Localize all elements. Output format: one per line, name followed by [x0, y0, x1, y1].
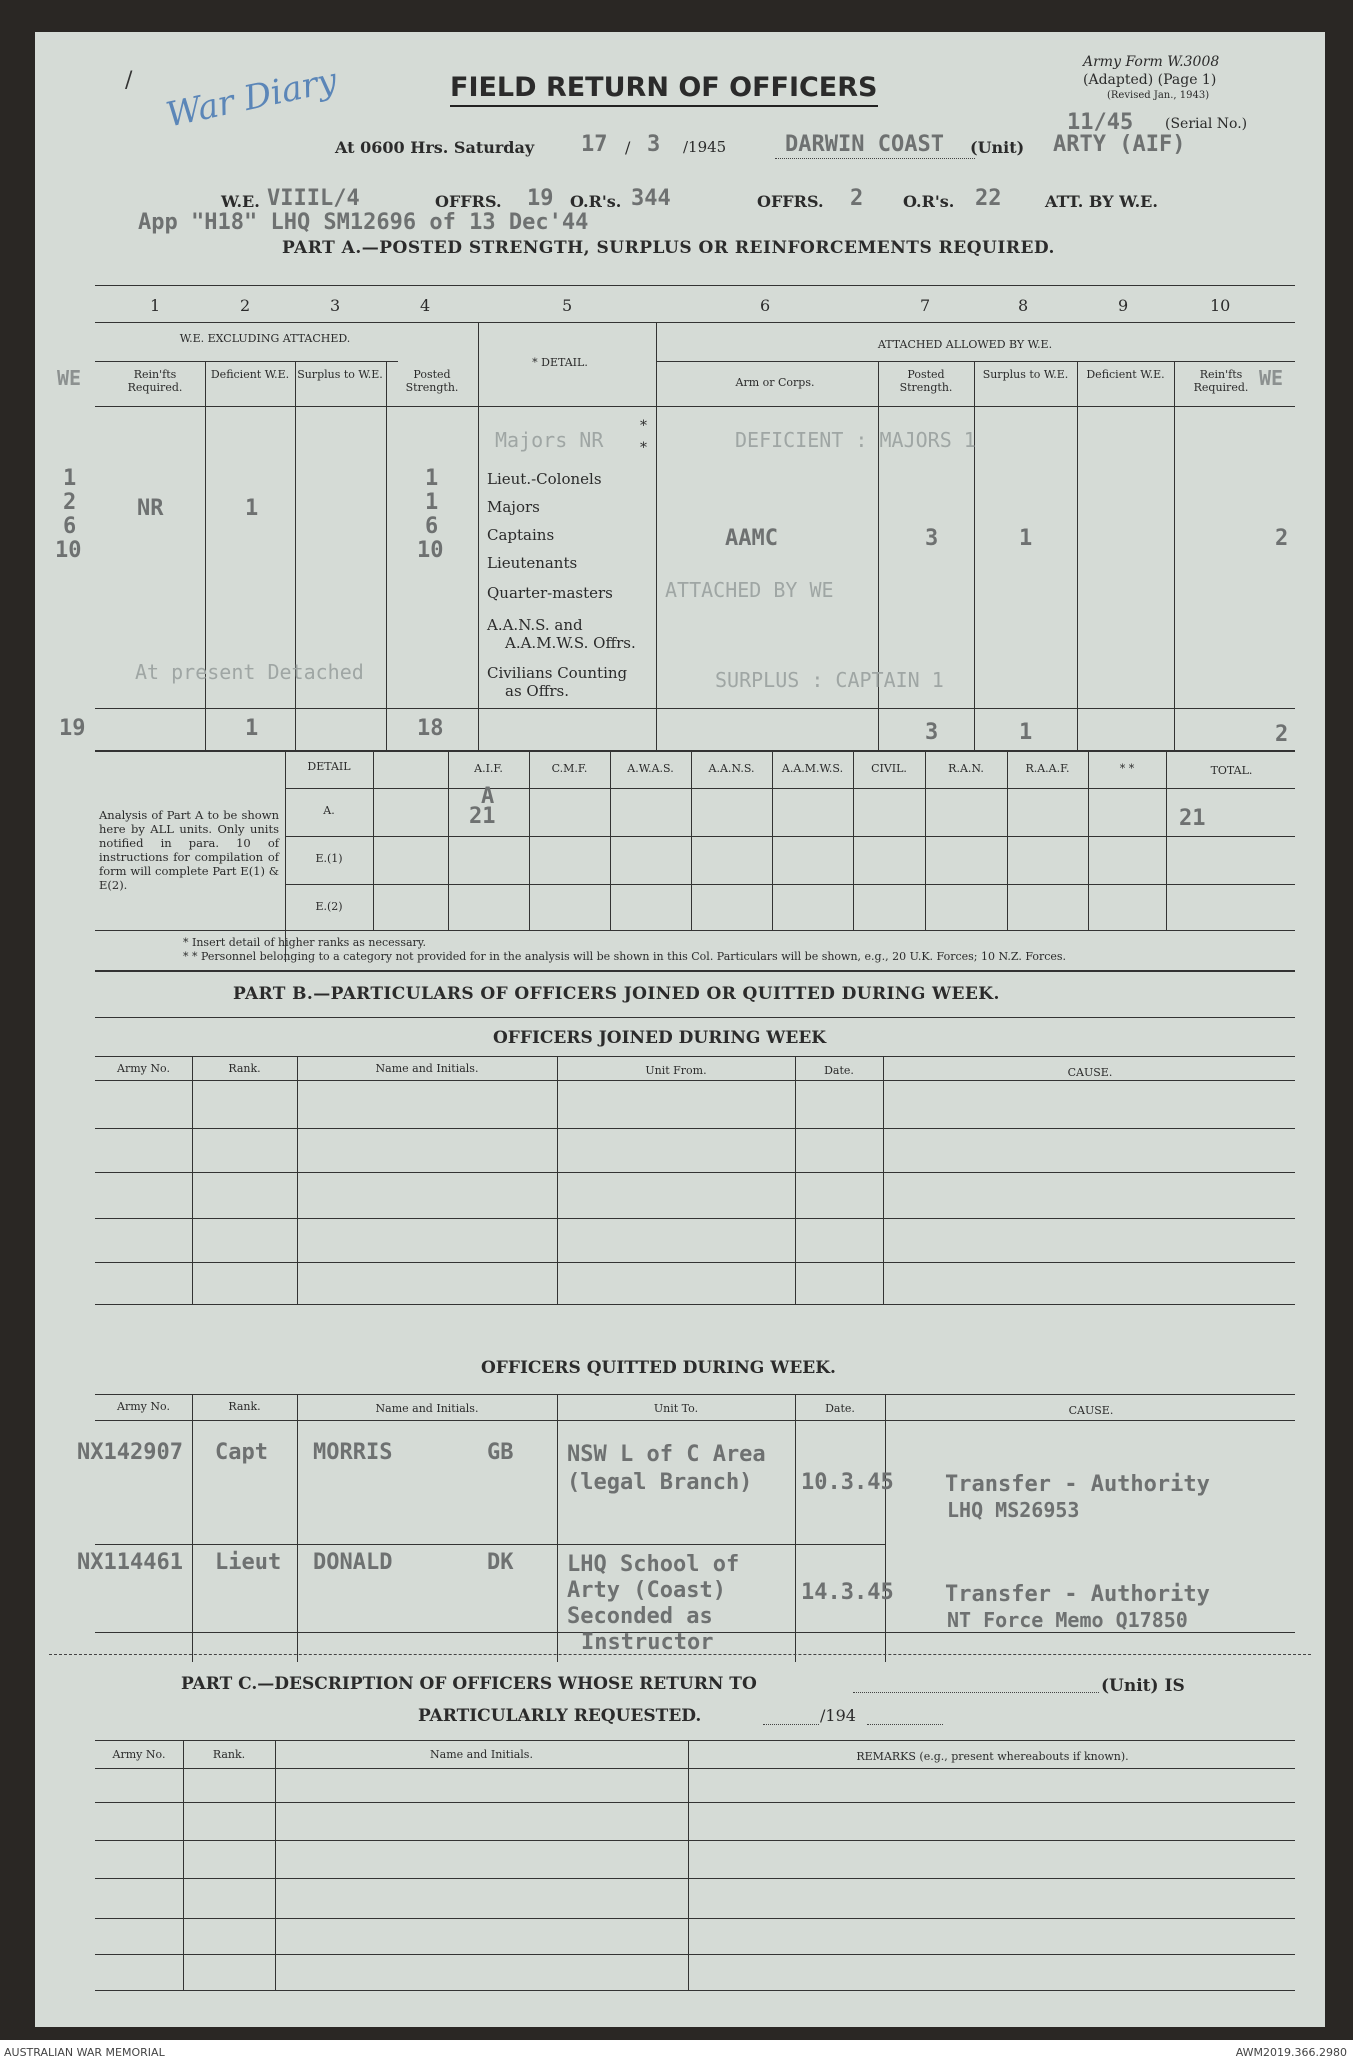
offrs2-value: 2: [850, 186, 864, 211]
attached-posted: 3: [925, 526, 939, 551]
we-value-capt: 6: [63, 514, 77, 539]
col-rule: [373, 750, 374, 930]
rule: [95, 1017, 1295, 1018]
ors-label: O.R's.: [570, 192, 622, 211]
col-rule: [925, 750, 926, 930]
total-a-value: 21: [1179, 806, 1206, 831]
col-number: 5: [562, 296, 573, 315]
surname: DONALD: [313, 1550, 393, 1575]
ghost-typing: DEFICIENT : MAJORS 1: [735, 428, 976, 452]
date-blank: [763, 1724, 819, 1725]
col-rule: [772, 750, 773, 930]
joined-head: CAUSE.: [1067, 1066, 1113, 1079]
part-c-line1: PART C.—DESCRIPTION OF OFFICERS WHOSE RETURN TO: [181, 1674, 757, 1694]
col-rule: [183, 1740, 184, 1990]
col-rule: [205, 361, 206, 750]
head-arm-corps: Arm or Corps.: [735, 376, 815, 389]
col-number: 9: [1118, 296, 1129, 315]
group-header-left: W.E. EXCLUDING ATTACHED.: [179, 332, 351, 345]
unit-to: LHQ School of: [567, 1552, 740, 1577]
analysis-head: TOTAL.: [1210, 764, 1253, 777]
col-number: 2: [240, 296, 251, 315]
army-number: NX114461: [77, 1550, 183, 1575]
rule: [95, 1262, 1295, 1263]
col-rule: [1166, 750, 1167, 930]
rule: [95, 1172, 1295, 1173]
joined-head: Date.: [824, 1064, 854, 1077]
head-deficient-left: Deficient W.E.: [210, 368, 290, 381]
head-detail: * DETAIL.: [532, 356, 588, 369]
cause: NT Force Memo Q17850: [947, 1608, 1188, 1632]
col-rule: [795, 1056, 796, 1304]
archive-reference: AWM2019.366.2980: [1235, 2046, 1347, 2059]
army-number: NX142907: [77, 1440, 183, 1465]
we-stamp-left: WE: [57, 366, 82, 390]
total-attached-surplus: 1: [1019, 720, 1033, 745]
we-label: W.E.: [221, 192, 260, 211]
perforation-line: [49, 1654, 1311, 1655]
rank-label: A.A.N.S. and: [487, 616, 583, 634]
rank-label: Captains: [487, 526, 555, 544]
we-value-maj: 2: [63, 490, 77, 515]
rank-label: Quarter-masters: [487, 584, 613, 602]
rule: [95, 1218, 1295, 1219]
analysis-row-label: E.(1): [315, 852, 343, 865]
col-rule: [557, 1056, 558, 1304]
analysis-row-label: E.(2): [315, 900, 343, 913]
archive-footer: [0, 2044, 1353, 2061]
col-rule: [297, 1056, 298, 1304]
deficient-majors: 1: [245, 496, 259, 521]
at-hours-label: At 0600 Hrs. Saturday: [335, 138, 535, 157]
col-rule: [448, 750, 449, 930]
approval-line: App "H18" LHQ SM12696 of 13 Dec'44: [138, 210, 589, 235]
analysis-head: R.A.A.F.: [1025, 762, 1070, 775]
analysis-head: A.I.F.: [474, 762, 503, 775]
part-c-head: Army No.: [112, 1748, 166, 1761]
col-rule: [688, 1740, 689, 1990]
col-rule: [529, 750, 530, 930]
col-number: 3: [330, 296, 341, 315]
col-rule: [1077, 361, 1078, 750]
cause: LHQ MS26953: [947, 1498, 1080, 1522]
unit-to: Arty (Coast): [567, 1578, 726, 1603]
rule: [95, 1990, 1295, 1991]
quitted-head: Army No.: [117, 1400, 170, 1413]
col-rule: [192, 1394, 193, 1662]
rule: [95, 406, 1295, 407]
rule: [95, 1304, 1295, 1305]
we-value-ltcol: 1: [63, 466, 77, 491]
part-a-title: PART A.—POSTED STRENGTH, SURPLUS OR REINFORCEMENTS REQUIRED.: [282, 238, 1055, 258]
analysis-row-label: A.: [323, 804, 335, 817]
footnote: * * Personnel belonging to a category not provided for in the analysis will be shown in this Col. Particulars will be shown, e.g., 20 U.K. Forces; 10 N.Z. Forces.: [183, 950, 1067, 963]
ghost-typing: ATTACHED BY WE: [665, 578, 834, 602]
arm-corps-value: AAMC: [725, 526, 778, 551]
part-b-title: PART B.—PARTICULARS OF OFFICERS JOINED OR QUITTED DURING WEEK.: [233, 984, 1000, 1004]
part-c-head: REMARKS (e.g., present whereabouts if known).: [856, 1750, 1129, 1763]
group-header-right: ATTACHED ALLOWED BY W.E.: [877, 338, 1053, 351]
part-c-year: /194: [820, 1706, 856, 1725]
ghost-typing: At present Detached: [135, 660, 364, 684]
col-rule: [297, 1394, 298, 1662]
posted-capt: 6: [425, 514, 439, 539]
part-c-head: Rank.: [212, 1748, 246, 1761]
col-rule: [853, 750, 854, 930]
analysis-head: C.M.F.: [551, 762, 588, 775]
part-c-line2: PARTICULARLY REQUESTED.: [418, 1706, 702, 1726]
date-year: /1945: [683, 138, 727, 156]
att-label: ATT. BY W.E.: [1045, 192, 1158, 211]
rule: [285, 836, 1295, 837]
col-rule: [275, 1740, 276, 1990]
adapted-label: (Adapted) (Page 1): [1083, 72, 1217, 88]
col-number: 7: [920, 296, 931, 315]
rule: [95, 1080, 1295, 1081]
date-day: 17: [581, 132, 608, 157]
rule: [95, 285, 1295, 286]
initials: GB: [487, 1440, 514, 1465]
rule: [95, 1394, 1295, 1395]
total-posted: 18: [417, 716, 444, 741]
head-surplus-left: Surplus to W.E.: [297, 368, 383, 381]
rank-label: Lieutenants: [487, 554, 578, 572]
total-we: 19: [59, 716, 86, 741]
col-rule: [192, 1056, 193, 1304]
quitted-head: CAUSE.: [1068, 1404, 1114, 1417]
rule: [285, 884, 1295, 885]
col-rule: [883, 1056, 884, 1304]
rule: [285, 788, 1295, 789]
analysis-note: Analysis of Part A to be shown here by ALL units. Only units notified in para. 10 of instructions for compilation of form will complete Part E(1) & E(2).: [99, 808, 279, 892]
date: 14.3.45: [801, 1580, 894, 1605]
col-rule: [478, 322, 479, 750]
we-value-lt: 10: [55, 538, 82, 563]
col-number: 10: [1210, 296, 1231, 315]
quitted-head: Unit To.: [653, 1402, 699, 1415]
date-separator: /: [625, 138, 631, 157]
pen-mark: /: [125, 68, 133, 93]
ghost-typing: SURPLUS : CAPTAIN 1: [715, 668, 944, 692]
unit-dotted-line: [775, 158, 975, 159]
ghost-typing: Majors NR: [495, 428, 604, 452]
we-stamp-right: WE: [1259, 366, 1284, 390]
rule: [95, 361, 398, 362]
unit-suffix: ARTY (AIF): [1053, 132, 1186, 157]
analysis-head: A.A.N.S.: [708, 762, 755, 775]
serial-number: 11/45: [1067, 110, 1134, 135]
rule: [95, 1544, 885, 1545]
handwritten-annotation: War Diary: [162, 60, 341, 136]
aif-a-mark: A: [481, 784, 495, 809]
part-c-unit: (Unit) IS: [1101, 1676, 1185, 1696]
col-rule: [557, 1394, 558, 1662]
col-number: 4: [420, 296, 431, 315]
col-rule: [974, 361, 975, 750]
head-posted-right: Posted Strength.: [899, 368, 953, 394]
head-surplus-right: Surplus to W.E.: [982, 368, 1069, 381]
aif-a-value: 21: [469, 804, 496, 829]
year-blank: [867, 1724, 943, 1725]
rank-label: as Offrs.: [505, 682, 569, 700]
joined-title: OFFICERS JOINED DURING WEEK: [493, 1028, 827, 1048]
rule: [95, 1128, 1295, 1129]
unit-blank: [853, 1692, 1099, 1693]
army-form-label: Army Form W.3008: [1083, 54, 1220, 70]
analysis-head: A.A.M.W.S.: [781, 762, 844, 775]
col-number: 1: [150, 296, 161, 315]
posted-lt: 10: [417, 538, 444, 563]
offrs-value: 19: [527, 186, 554, 211]
unit-to: (legal Branch): [567, 1470, 753, 1495]
form-title: FIELD RETURN OF OFFICERS: [450, 72, 878, 107]
archive-name: AUSTRALIAN WAR MEMORIAL: [4, 2046, 165, 2059]
rule: [95, 1056, 1295, 1057]
reinfts-nr: NR: [137, 496, 164, 521]
cause: Transfer - Authority: [945, 1472, 1210, 1497]
head-deficient-right: Deficient W.E.: [1086, 368, 1165, 381]
unit-name: DARWIN COAST: [785, 132, 944, 157]
total-deficient: 1: [245, 716, 259, 741]
col-rule: [885, 1394, 886, 1662]
we-value: VIIIL/4: [267, 186, 360, 211]
col-number: 6: [760, 296, 771, 315]
total-attached-reinfts: 2: [1275, 722, 1289, 747]
rank: Capt: [215, 1440, 268, 1465]
quitted-head: Date.: [825, 1402, 855, 1415]
analysis-head: CIVIL.: [871, 762, 907, 775]
unit-label: (Unit): [970, 138, 1025, 157]
footnote: * Insert detail of higher ranks as necessary.: [183, 936, 427, 949]
attached-reinfts: 2: [1275, 526, 1289, 551]
rank-label: Civilians Counting: [487, 664, 628, 682]
rule: [95, 930, 1295, 931]
form-sheet: [35, 32, 1325, 2027]
head-posted-left: Posted Strength.: [405, 368, 459, 394]
posted-ltcol: 1: [425, 466, 439, 491]
rule: [95, 750, 1295, 752]
head-reinfts-left: Rein'fts Required.: [127, 368, 183, 394]
col-rule: [795, 1394, 796, 1662]
unit-to: Instructor: [581, 1630, 714, 1655]
revised-label: (Revised Jan., 1943): [1107, 90, 1210, 101]
date-month: 3: [647, 132, 661, 157]
col-rule: [386, 361, 387, 750]
col-rule: [610, 750, 611, 930]
rank-label: Majors: [487, 498, 540, 516]
rule: [657, 361, 1295, 362]
rank-label: A.A.M.W.S. Offrs.: [505, 634, 636, 652]
col-number: 8: [1018, 296, 1029, 315]
rule: [95, 708, 1295, 709]
quitted-head: Rank.: [228, 1400, 261, 1413]
cause: Transfer - Authority: [945, 1582, 1210, 1607]
col-rule: [1007, 750, 1008, 930]
col-rule: [656, 322, 657, 750]
total-attached-posted: 3: [925, 720, 939, 745]
offrs-label: OFFRS.: [435, 192, 502, 211]
rule: [95, 1420, 1295, 1421]
date: 10.3.45: [801, 1470, 894, 1495]
rule: [95, 970, 1295, 972]
ors2-label: O.R's.: [903, 192, 955, 211]
attached-surplus: 1: [1019, 526, 1033, 551]
ors-value: 344: [631, 186, 671, 211]
star-mark: *: [640, 440, 647, 456]
joined-head: Rank.: [228, 1062, 261, 1075]
col-rule: [1174, 361, 1175, 750]
joined-head: Army No.: [117, 1062, 170, 1075]
rule: [95, 322, 1295, 323]
col-rule: [1088, 750, 1089, 930]
analysis-head: A.W.A.S.: [627, 762, 674, 775]
serial-label: (Serial No.): [1165, 116, 1248, 132]
ors2-value: 22: [975, 186, 1002, 211]
initials: DK: [487, 1550, 514, 1575]
posted-maj: 1: [425, 490, 439, 515]
quitted-head: Name and Initials.: [375, 1402, 479, 1415]
analysis-head: * *: [1119, 762, 1135, 775]
unit-to: Seconded as: [567, 1604, 713, 1629]
analysis-head: R.A.N.: [948, 762, 984, 775]
col-rule: [691, 750, 692, 930]
surname: MORRIS: [313, 1440, 393, 1465]
rank: Lieut: [215, 1550, 282, 1575]
star-mark: *: [640, 418, 647, 434]
offrs2-label: OFFRS.: [757, 192, 824, 211]
unit-to: NSW L of C Area: [567, 1442, 766, 1467]
joined-head: Name and Initials.: [375, 1062, 479, 1075]
part-c-head: Name and Initials.: [430, 1748, 533, 1761]
rank-label: Lieut.-Colonels: [487, 470, 602, 488]
analysis-head: DETAIL: [307, 760, 351, 773]
quitted-title: OFFICERS QUITTED DURING WEEK.: [481, 1358, 836, 1378]
col-rule: [295, 361, 296, 750]
joined-head: Unit From.: [645, 1064, 707, 1077]
head-reinfts-right: Rein'fts Required.: [1193, 368, 1249, 394]
